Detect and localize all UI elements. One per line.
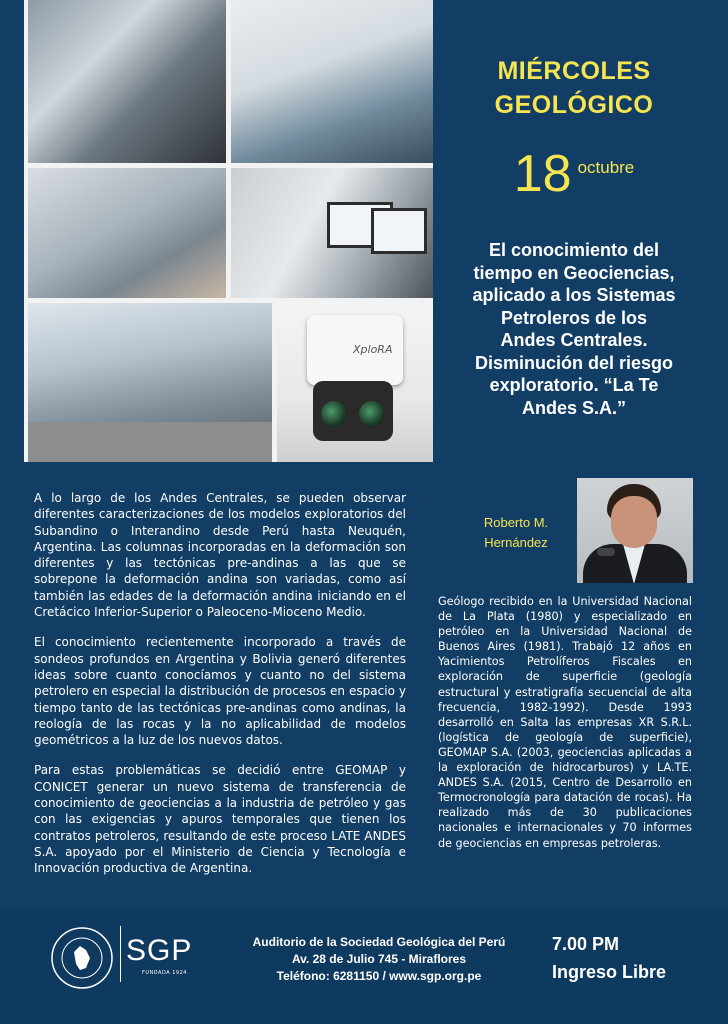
monitor-icon	[371, 208, 427, 254]
speaker-bio: Geólogo recibido en la Universidad Nacional de La Plata (1980) y especializado en petróleo en la Universidad Nacional de Buenos Aires (1981). Trabajó 12 años en Yacimientos Petrolíferos Fiscales en exploración de superficie (geología estructural y estratigrafía secuencial de alta frecuencia, 1982-1992). Desde 1993 desarrolló en Salta las empresas XR S.R.L. (logística de geología de superficie), GEOMAP S.A. (2003, geociencias aplicadas a la exploración de hidrocarburos) y LA.TE. ANDES S.A. (2015, Centro de Desarrollo en Termocronología para datación de rocas). Ha realizado más de 30 publicaciones nacionales e internacionales y 70 informes de geociencias en empresas petroleras.	[438, 595, 692, 850]
talk-title-line: tiempo en Geociencias,	[473, 262, 675, 283]
lab-bench	[28, 422, 272, 462]
microscope-label: XploRA	[353, 343, 393, 356]
photo-microscope-hands	[231, 0, 433, 163]
microscope-objective	[313, 381, 393, 441]
footer	[0, 908, 728, 1024]
talk-title-line: Andes Centrales.	[500, 330, 648, 350]
event-title	[440, 54, 708, 122]
description-paragraph: Para estas problemáticas se decidió entre GEOMAP y CONICET generar un nuevo sistema de transferencia de conocimiento de geociencias a la industria de petróleo y gas con las exigencias y apuros temporales que tienen los contratos petroleros, resultando de este proceso LATE ANDES S.A. apoyado por el Ministerio de Ciencia y Tecnología e Innovación productiva de Argentina.	[34, 763, 406, 876]
lens-icon	[321, 401, 347, 427]
talk-title-line: Andes S.A.”	[521, 397, 627, 418]
sgp-seal-icon	[50, 926, 114, 990]
sgp-logo: SGP	[126, 934, 193, 967]
event-time: 7.00 PM	[552, 934, 620, 954]
speaker-name	[462, 513, 570, 553]
talk-title-line: exploratorio. “La Te	[489, 375, 659, 395]
description-paragraph: A lo largo de los Andes Centrales, se pueden observar diferentes caracterizaciones de los modelos exploratorios del Subandino o Interandino desde Perú hasta Neuquén, Argentina. Las columnas incorporadas en la deformación son diferentes y las tectónicas pre-andinas a las que se sobrepone la deformación andina son variadas, como así también las edades de la deformación andina iniciando en el Cretácico Inferior-Superior o Paleoceno-Mioceno Medio.	[34, 491, 406, 620]
lens-icon	[359, 401, 385, 427]
event-time-info	[552, 930, 692, 986]
sgp-logo-subtext: FUNDADA 1924	[142, 970, 187, 976]
photo-xplora-microscope	[277, 303, 433, 462]
event-date-month: octubre	[577, 158, 635, 177]
venue-address: Av. 28 de Julio 745 - Miraflores	[291, 952, 467, 966]
speaker-photo	[577, 478, 693, 583]
venue-contact: Teléfono: 6281150 / www.sgp.org.pe	[276, 969, 482, 983]
description-paragraph: El conocimiento recientemente incorporado a través de sondeos profundos en Argentina y Bolivia generó diferentes ideas sobre cuanto conocíamos y cuanto no del sistema petrolero en especial la distribución de procesos en espacio y tiempo tanto de las tectónicas pre-andinas como andinas, la reología de las rocas y la no aplicabilidad de modelos geométricos a la luz de los nuevos datos.	[34, 635, 406, 748]
event-admission: Ingreso Libre	[552, 962, 667, 982]
photo-sample-holder	[28, 168, 226, 298]
venue-name: Auditorio de la Sociedad Geológica del Perú	[252, 935, 506, 949]
microphone-icon	[597, 548, 615, 556]
speaker-face	[611, 496, 657, 548]
talk-title-line: Disminución del riesgo	[474, 352, 674, 373]
event-date	[440, 144, 708, 204]
photo-lab-monitors	[231, 168, 433, 298]
venue-info	[214, 934, 544, 985]
event-date-day: 18	[513, 145, 572, 203]
talk-title-line: aplicado a los Sistemas	[472, 285, 676, 305]
talk-title-line: El conocimiento del	[488, 240, 660, 260]
talk-description	[34, 490, 406, 891]
speaker-name-line1: Roberto M.	[483, 515, 549, 530]
microscope-body	[307, 315, 403, 385]
talk-title-line: Petroleros de los	[500, 307, 648, 328]
talk-title	[440, 239, 708, 419]
photo-lab-sample-prep	[28, 0, 226, 163]
event-title-line1: MIÉRCOLES	[497, 57, 651, 85]
speaker-name-line2: Hernández	[484, 535, 548, 550]
event-title-line2: GEOLÓGICO	[494, 91, 654, 119]
logo-divider	[120, 926, 121, 982]
photo-collage	[24, 0, 433, 462]
photo-lab-room	[28, 303, 272, 462]
